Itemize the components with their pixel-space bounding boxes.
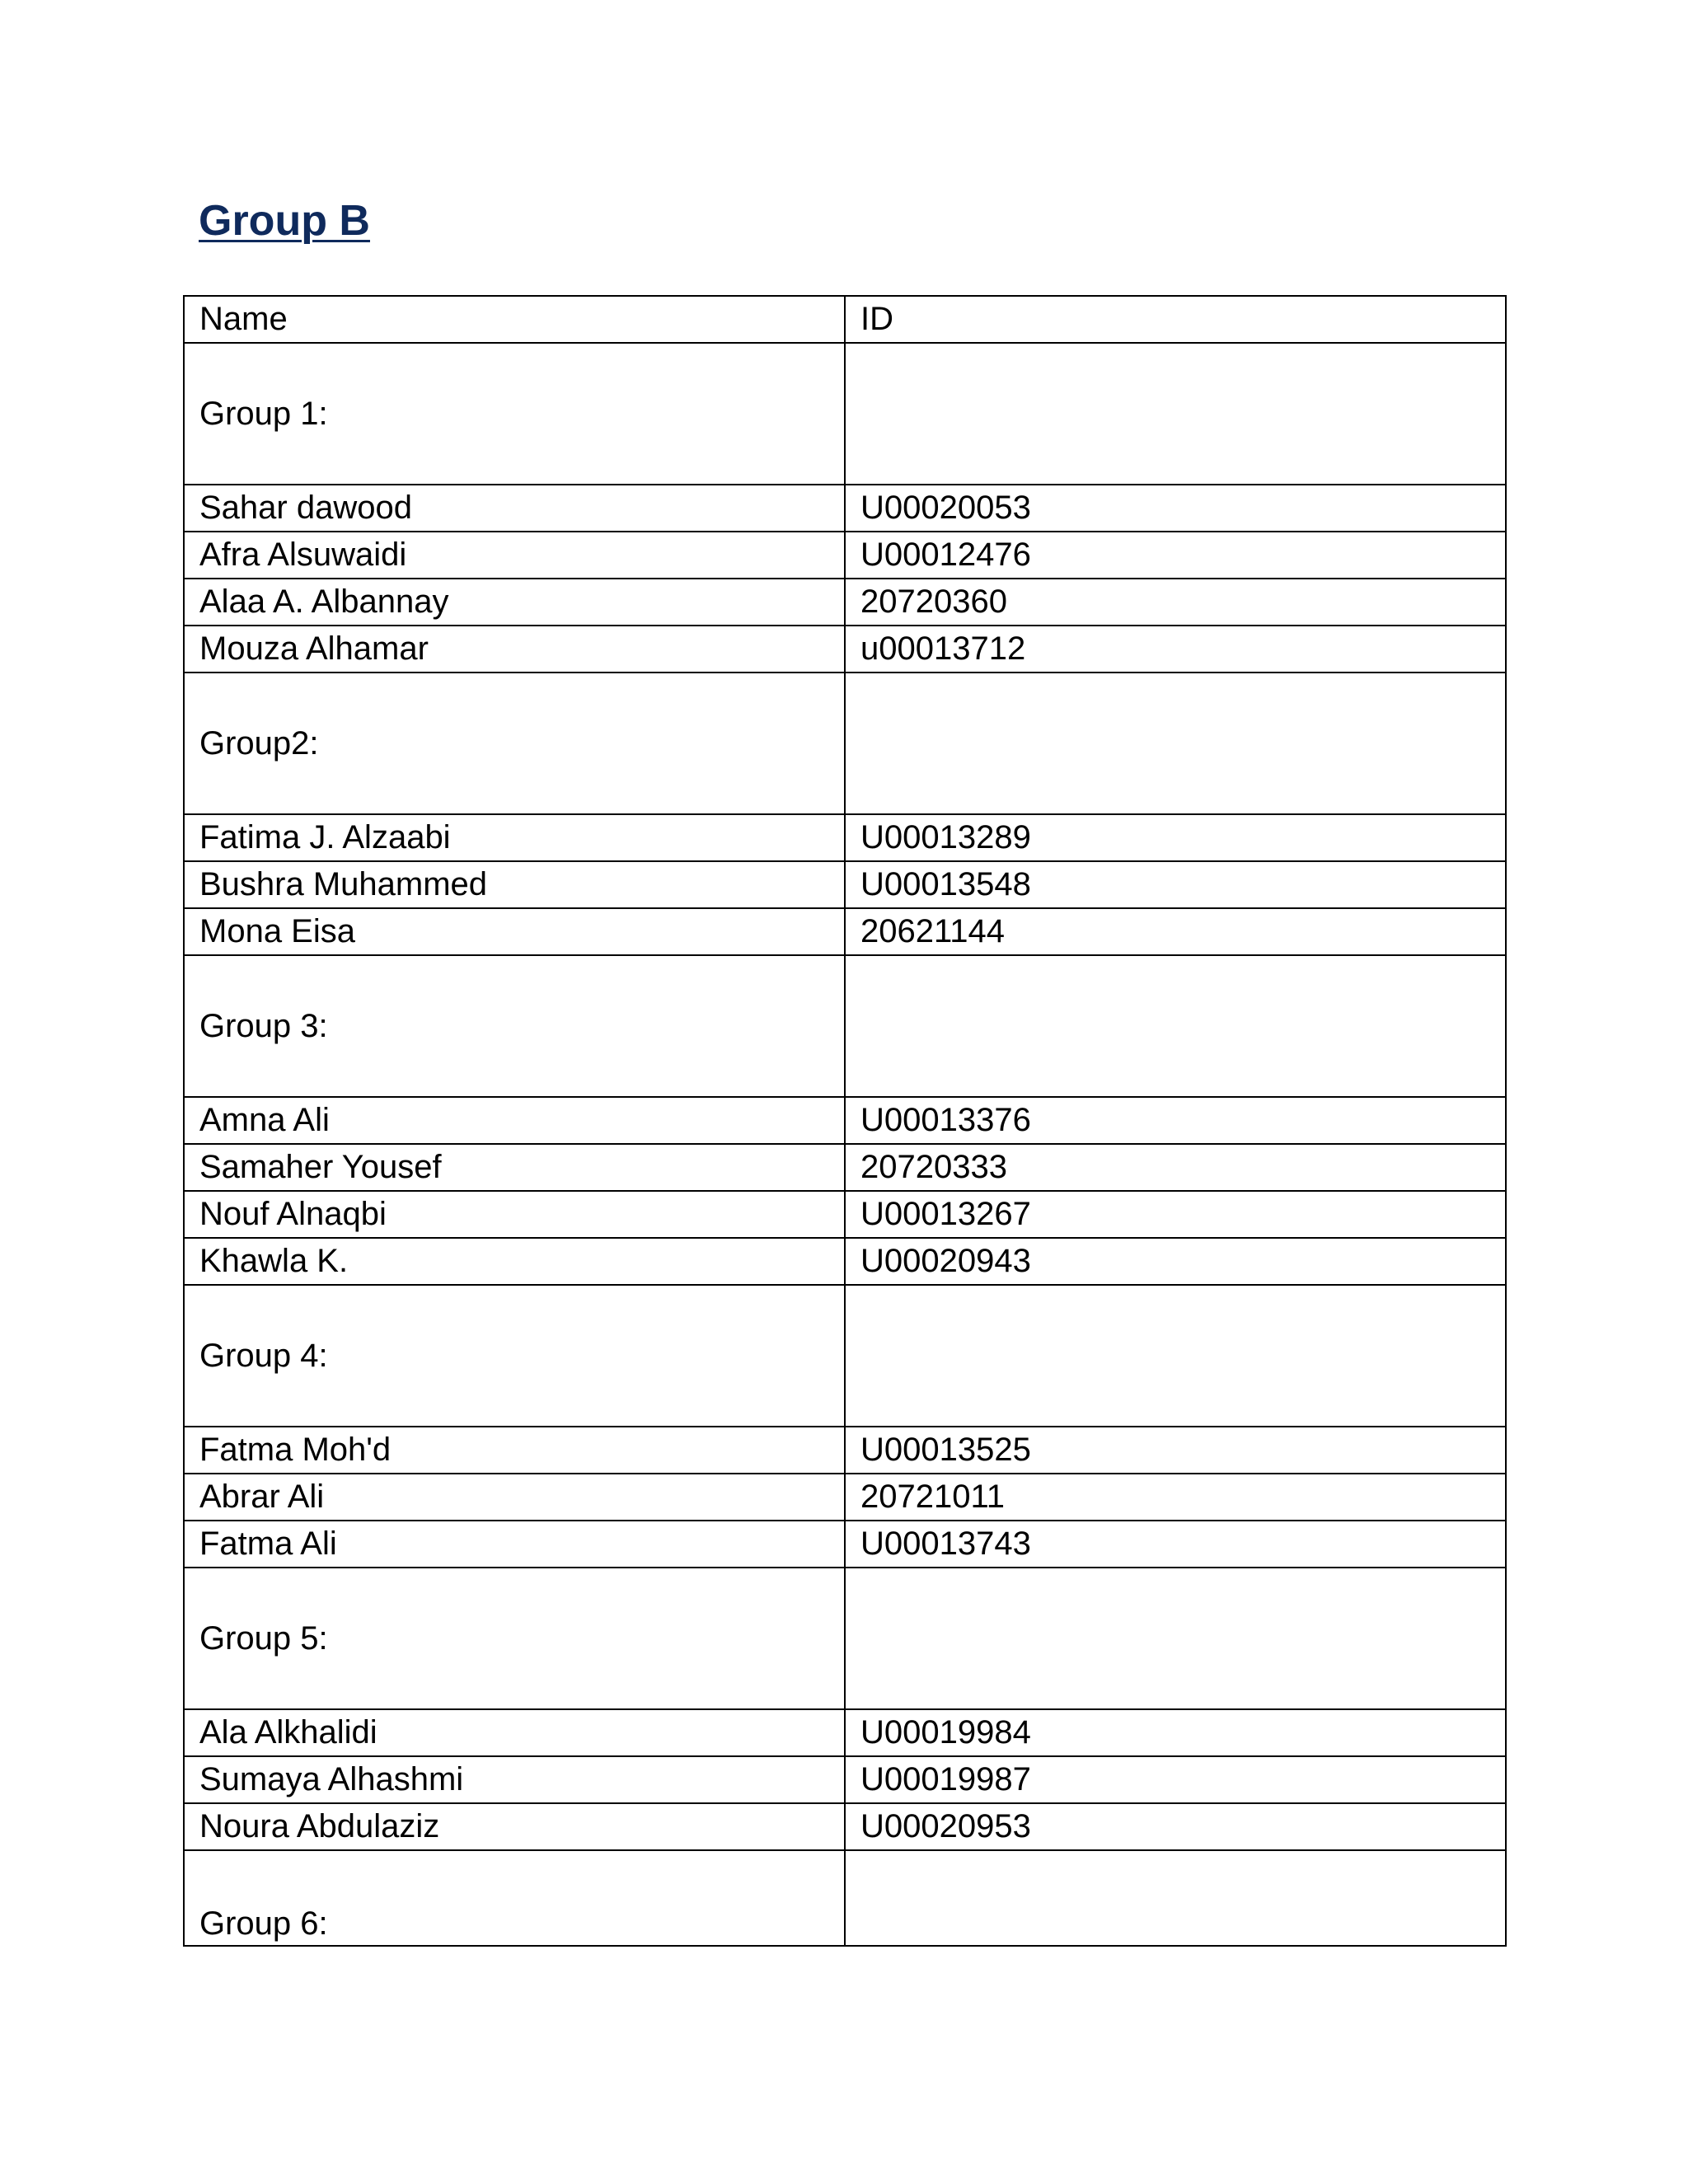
group-id-cell (845, 1568, 1506, 1709)
member-name: Noura Abdulaziz (184, 1803, 845, 1850)
table-row (184, 1144, 1506, 1191)
member-id: U00013743 (845, 1521, 1506, 1568)
member-id: U00013548 (845, 861, 1506, 908)
table-row (184, 1427, 1506, 1474)
group-label: Group 1: (184, 343, 845, 485)
member-id: U00020053 (845, 485, 1506, 532)
member-name: Khawla K. (184, 1238, 845, 1285)
table-row (184, 1756, 1506, 1803)
member-name: Abrar Ali (184, 1474, 845, 1521)
group-id-cell (845, 673, 1506, 814)
member-name: Alaa A. Albannay (184, 579, 845, 626)
member-id: U00013376 (845, 1097, 1506, 1144)
group-label: Group2: (184, 673, 845, 814)
table-row (184, 1474, 1506, 1521)
table-row (184, 485, 1506, 532)
member-name: Sahar dawood (184, 485, 845, 532)
member-id: U00012476 (845, 532, 1506, 579)
group-heading-row (184, 1850, 1506, 1946)
group-heading-row (184, 673, 1506, 814)
member-name: Nouf Alnaqbi (184, 1191, 845, 1238)
member-id: U00020943 (845, 1238, 1506, 1285)
table-row (184, 908, 1506, 955)
table-row (184, 1803, 1506, 1850)
member-id: 20720333 (845, 1144, 1506, 1191)
member-id: U00019984 (845, 1709, 1506, 1756)
header-id: ID (845, 296, 1506, 343)
group-heading-row (184, 955, 1506, 1097)
table-row (184, 1709, 1506, 1756)
table-row (184, 532, 1506, 579)
roster-table-body (184, 296, 1506, 1946)
page-title: Group B (199, 197, 370, 245)
member-name: Fatma Ali (184, 1521, 845, 1568)
member-name: Amna Ali (184, 1097, 845, 1144)
table-row (184, 814, 1506, 861)
table-row (184, 861, 1506, 908)
member-name: Bushra Muhammed (184, 861, 845, 908)
member-name: Afra Alsuwaidi (184, 532, 845, 579)
member-id: u00013712 (845, 626, 1506, 673)
member-name: Samaher Yousef (184, 1144, 845, 1191)
table-row (184, 1238, 1506, 1285)
member-id: 20720360 (845, 579, 1506, 626)
group-id-cell (845, 1285, 1506, 1427)
table-row (184, 1191, 1506, 1238)
member-id: U00019987 (845, 1756, 1506, 1803)
group-label: Group 4: (184, 1285, 845, 1427)
group-id-cell (845, 1850, 1506, 1946)
member-name: Mouza Alhamar (184, 626, 845, 673)
group-label: Group 3: (184, 955, 845, 1097)
table-row (184, 1097, 1506, 1144)
roster-table (183, 295, 1507, 1947)
table-row (184, 1521, 1506, 1568)
member-id: 20621144 (845, 908, 1506, 955)
group-label: Group 5: (184, 1568, 845, 1709)
member-id: 20721011 (845, 1474, 1506, 1521)
group-id-cell (845, 343, 1506, 485)
member-name: Sumaya Alhashmi (184, 1756, 845, 1803)
member-id: U00013525 (845, 1427, 1506, 1474)
group-heading-row (184, 343, 1506, 485)
table-header-row (184, 296, 1506, 343)
member-id: U00013289 (845, 814, 1506, 861)
member-id: U00020953 (845, 1803, 1506, 1850)
member-name: Ala Alkhalidi (184, 1709, 845, 1756)
group-heading-row (184, 1568, 1506, 1709)
member-id: U00013267 (845, 1191, 1506, 1238)
group-heading-row (184, 1285, 1506, 1427)
member-name: Fatma Moh'd (184, 1427, 845, 1474)
member-name: Fatima J. Alzaabi (184, 814, 845, 861)
group-label: Group 6: (184, 1850, 845, 1946)
member-name: Mona Eisa (184, 908, 845, 955)
table-row (184, 579, 1506, 626)
header-name: Name (184, 296, 845, 343)
group-id-cell (845, 955, 1506, 1097)
table-row (184, 626, 1506, 673)
